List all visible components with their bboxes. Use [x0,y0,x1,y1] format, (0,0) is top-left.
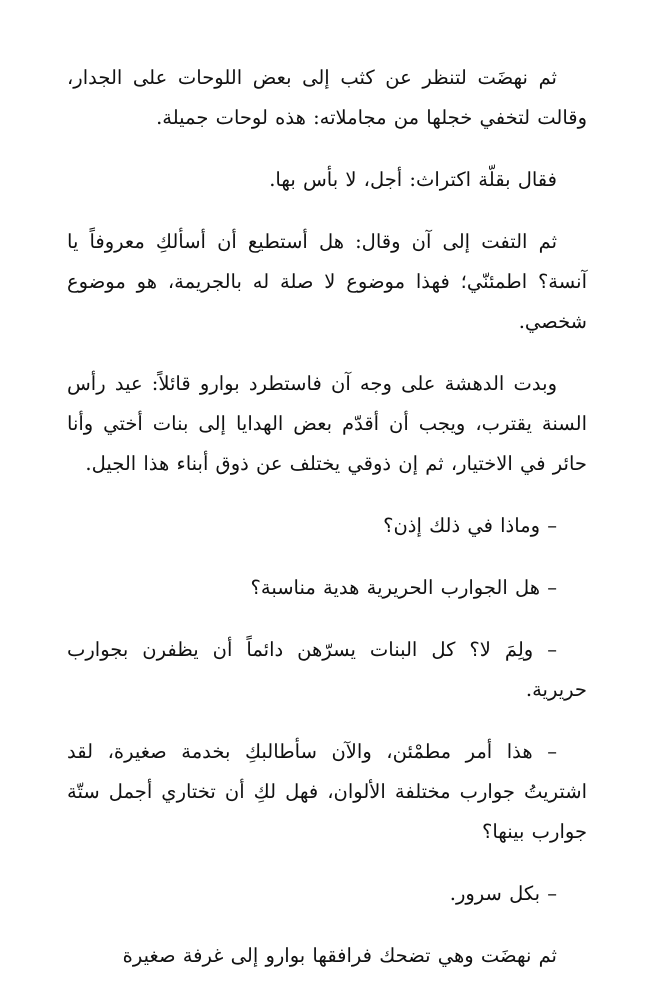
paragraph-2: فقال بقلّة اكتراث: أجل، لا بأس بها. [269,168,557,191]
dialogue-line-5: – بكل سرور. [449,882,557,905]
paragraph-3: ثم التفت إلى آن وقال: هل أستطيع أن أسألكِ معروفاً يا آنسة؟ اطمئنّي؛ فهذا موضوع لا صلة له بالجريمة، هو موضوع شخصي. [67,230,587,333]
paragraph-final: ثم نهضَت وهي تضحك فرافقها بوارو إلى غرفة صغيرة [122,944,557,967]
dialogue-line-4: – هذا أمر مطمْئن، والآن سأطالبكِ بخدمة صغيرة، لقد اشتريتُ جوارب مختلفة الألوان، فهل لكِ أن تختاري أجمل ستّة جوارب بينها؟ [67,740,587,843]
book-page [67,58,587,976]
dialogue-line-3: – ولِمَ لا؟ كل البنات يسرّهن دائماً أن يظفرن بجوارب حريرية. [67,638,587,701]
paragraph-1: ثم نهضَت لتنظر عن كثب إلى بعض اللوحات على الجدار، وقالت لتخفي خجلها من مجاملاته: هذه لوحات جميلة. [67,66,587,129]
paragraph-4: وبدت الدهشة على وجه آن فاستطرد بوارو قائلاً: عيد رأس السنة يقترب، ويجب أن أقدّم بعض الهدايا إلى بنات أختي وأنا حائر في الاختيار، ثم إن ذوقي يختلف عن ذوق أبناء هذا الجيل. [67,372,587,475]
dialogue-line-2: – هل الجوارب الحريرية هدية مناسبة؟ [250,576,557,599]
dialogue-line-1: – وماذا في ذلك إذن؟ [383,514,557,537]
